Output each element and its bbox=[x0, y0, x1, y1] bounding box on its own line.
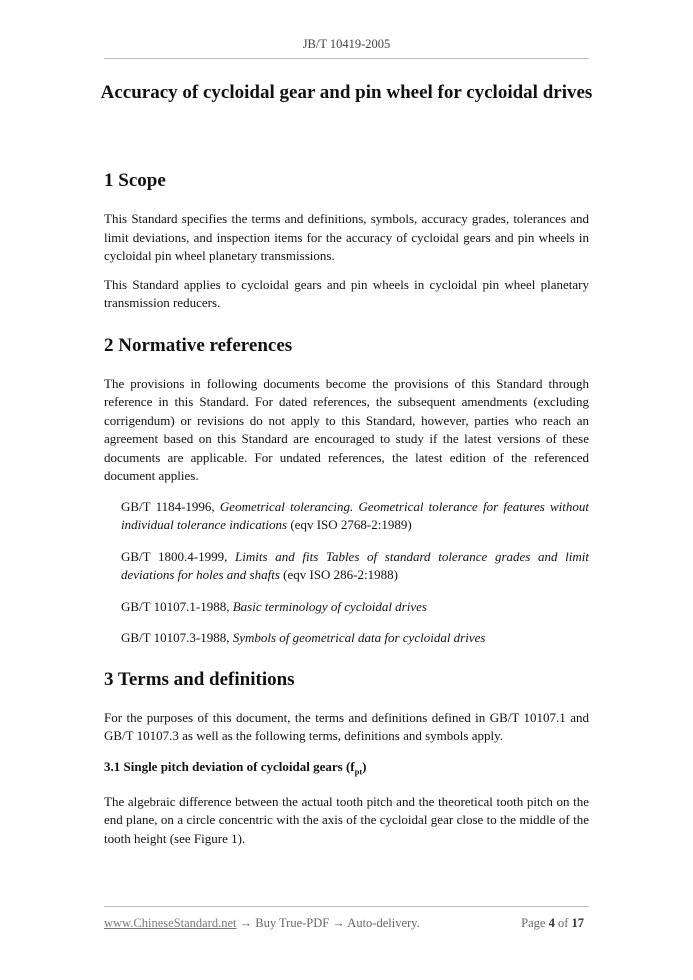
footer-divider bbox=[104, 906, 589, 907]
arrow-icon: → bbox=[332, 916, 345, 930]
website-link[interactable]: www.ChineseStandard.net bbox=[104, 916, 237, 930]
header-divider bbox=[104, 58, 589, 59]
reference-equivalence: (eqv ISO 286-2:1988) bbox=[279, 567, 398, 582]
terms-paragraph: For the purposes of this document, the terms and definitions defined in GB/T 10107.1 and GB/T 10107.3 as well as the following terms, definitions and symbols apply. bbox=[104, 709, 589, 743]
current-page: 4 bbox=[548, 916, 555, 930]
document-body bbox=[104, 169, 589, 848]
auto-delivery-text: Auto-delivery. bbox=[344, 916, 420, 930]
section-heading-normative-references: 2 Normative references bbox=[104, 334, 293, 356]
definition-paragraph: The algebraic difference between the actual tooth pitch and the theoretical tooth pitch on the end plane, on a circle concentric with the axis of the cycloidal gear close to the middle of the tooth height (see Figure 1). bbox=[104, 793, 589, 846]
document-title: Accuracy of cycloidal gear and pin wheel for cycloidal drives bbox=[100, 82, 593, 103]
reference-item bbox=[121, 548, 589, 585]
reference-item bbox=[121, 629, 589, 648]
scope-paragraph-1: This Standard specifies the terms and definitions, symbols, accuracy grades, tolerances and limit deviations, and inspection items for the accuracy of cycloidal gears and pin wheels in cycloidal pin wheel planetary transmissions. bbox=[104, 211, 589, 263]
reference-item bbox=[121, 498, 589, 535]
reference-equivalence: (eqv ISO 2768-2:1989) bbox=[287, 517, 412, 532]
reference-code: GB/T 1800.4-1999, bbox=[121, 548, 236, 564]
reference-title: Basic terminology of cycloidal drives bbox=[232, 598, 427, 614]
subsection-close: ) bbox=[362, 758, 367, 774]
of-label: of bbox=[557, 916, 569, 930]
total-pages: 17 bbox=[571, 916, 584, 930]
section-heading-scope: 1 Scope bbox=[104, 170, 166, 191]
section-heading-terms-and-definitions: 3 Terms and definitions bbox=[104, 668, 295, 690]
reference-title: Symbols of geometrical data for cycloidal drives bbox=[232, 630, 486, 645]
reference-code: GB/T 10107.1-1988, bbox=[121, 598, 233, 614]
reference-code: GB/T 10107.3-1988, bbox=[121, 630, 233, 645]
symbol-subscript: pt bbox=[354, 766, 363, 777]
buy-true-pdf-text: Buy True-PDF bbox=[252, 916, 333, 930]
reference-title: Limits and fits Tables of standard tolerance grades and limit deviations for holes and shafts bbox=[121, 548, 589, 582]
normative-paragraph: The provisions in following documents become the provisions of this Standard through reference in this Standard. For dated references, the subsequent amendments (excluding corrigendum) or revisions do not apply to this Standard, however, parties who reach an agreement based on this Standard are encouraged to study if the latest versions of these documents are applicable. For undated references, the latest edition of the referenced document applies. bbox=[104, 375, 589, 483]
arrow-icon: → bbox=[239, 916, 253, 930]
page-number bbox=[521, 916, 584, 931]
reference-code: GB/T 1184-1996, bbox=[121, 498, 220, 514]
scope-paragraph-2: This Standard applies to cycloidal gears and pin wheels in cycloidal pin wheel planetary transmission reducers. bbox=[104, 276, 589, 310]
running-header: JB/T 10419-2005 bbox=[302, 37, 391, 51]
subsection-title: 3.1 Single pitch deviation of cycloidal gears (f bbox=[104, 758, 355, 774]
page-footer bbox=[104, 916, 589, 931]
page-label: Page bbox=[521, 916, 546, 930]
subsection-heading-single-pitch-deviation bbox=[104, 758, 589, 781]
reference-item bbox=[121, 598, 589, 617]
reference-title: Geometrical tolerancing. Geometrical tolerance for features without individual tolerance indications bbox=[121, 498, 589, 532]
